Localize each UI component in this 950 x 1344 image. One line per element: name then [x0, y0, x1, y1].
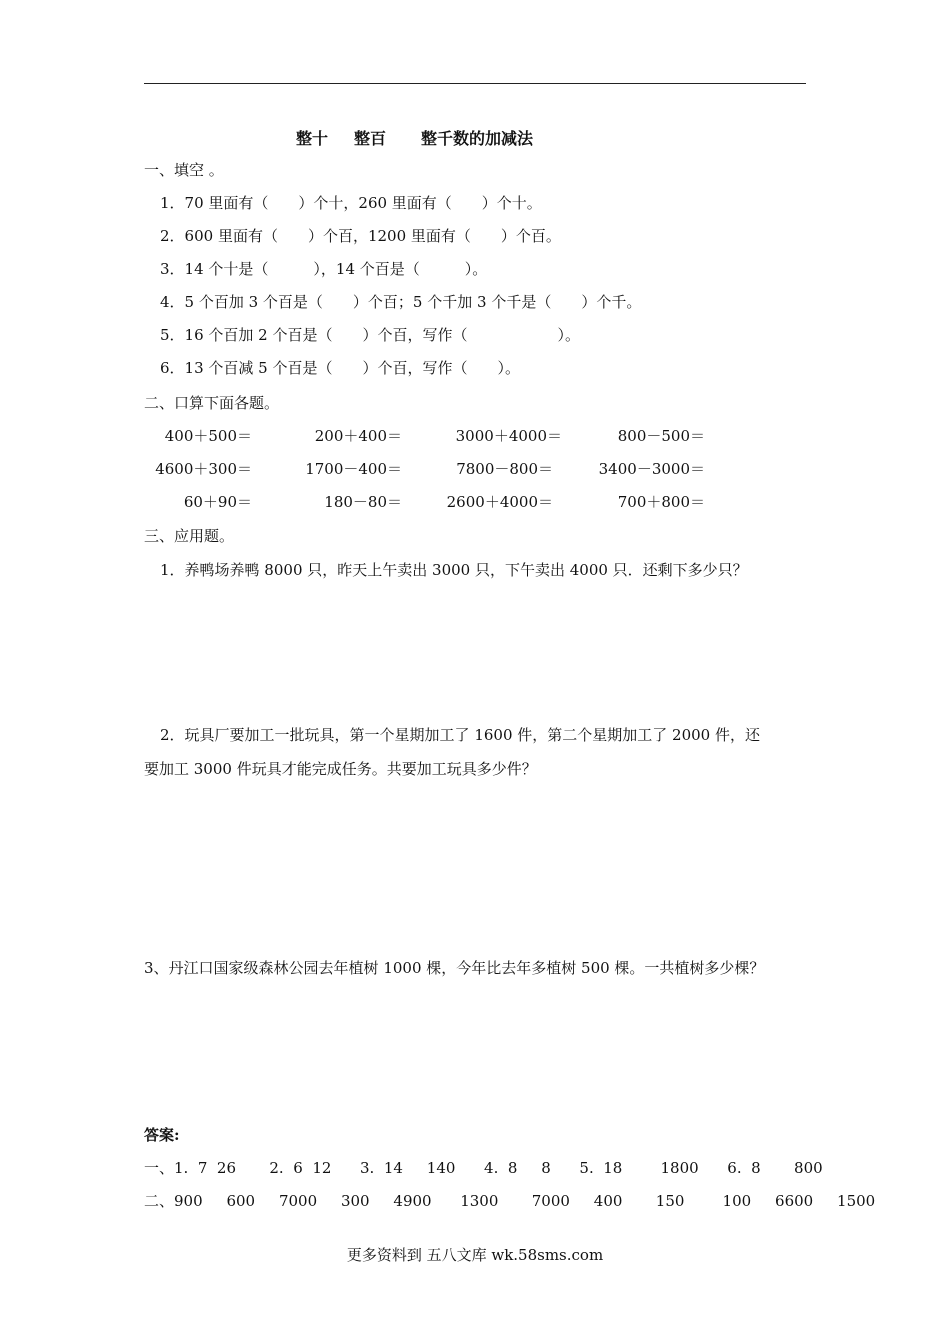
- section3-heading: 三、应用题。: [144, 527, 235, 545]
- calc-item: 60＋90＝: [183, 493, 252, 511]
- fill-item-4: 4．5 个百加 3 个百是（ ）个百；5 个千加 3 个千是（ ）个千。: [160, 293, 642, 311]
- calc-item: 3400－3000＝: [598, 460, 705, 478]
- answers-line-2: 二、900 600 7000 300 4900 1300 7000 400 150 100 6600 1500: [144, 1192, 876, 1210]
- calc-item: 7800－800＝: [456, 460, 553, 478]
- word-problem-2-line-2: 要加工 3000 件玩具才能完成任务。共要加工玩具多少件？: [144, 760, 537, 778]
- title-part-1: 整十: [296, 129, 329, 148]
- calc-item: 180－80＝: [324, 493, 402, 511]
- calc-item: 4600＋300＝: [155, 460, 252, 478]
- word-problem-1: 1．养鸭场养鸭 8000 只，昨天上午卖出 3000 只，下午卖出 4000 只．还剩下多少只？: [160, 561, 748, 579]
- header-rule: [144, 83, 806, 84]
- calc-item: 200＋400＝: [314, 427, 402, 445]
- word-problem-3: 3、丹江口国家级森林公园去年植树 1000 棵，今年比去年多植树 500 棵。一共植树多少棵？: [144, 959, 765, 977]
- fill-item-3: 3．14 个十是（ ），14 个百是（ ）。: [160, 260, 488, 278]
- calc-item: 400＋500＝: [164, 427, 252, 445]
- fill-item-2: 2．600 里面有（ ）个百，1200 里面有（ ）个百。: [160, 227, 561, 245]
- fill-item-6: 6．13 个百减 5 个百是（ ）个百，写作（ ）。: [160, 359, 520, 377]
- section1-heading: 一、填空 。: [144, 161, 224, 179]
- title-part-2: 整百: [354, 129, 387, 148]
- fill-item-1: 1．70 里面有（ ）个十，260 里面有（ ）个十。: [160, 194, 542, 212]
- word-problem-2-line-1: 2．玩具厂要加工一批玩具，第一个星期加工了 1600 件，第二个星期加工了 2000 件，还: [160, 726, 760, 744]
- calc-item: 1700－400＝: [305, 460, 402, 478]
- section2-heading: 二、口算下面各题。: [144, 394, 280, 412]
- title-part-3: 整千数的加减法: [421, 129, 534, 148]
- fill-item-5: 5．16 个百加 2 个百是（ ）个百，写作（ ）。: [160, 326, 580, 344]
- calc-item: 2600＋4000＝: [446, 493, 553, 511]
- answers-line-1: 一、1. 7 26 2. 6 12 3. 14 140 4. 8 8 5. 18 1800 6. 8 800: [144, 1159, 823, 1177]
- calc-item: 800－500＝: [617, 427, 705, 445]
- calc-item: 3000＋4000＝: [455, 427, 562, 445]
- calc-item: 700＋800＝: [617, 493, 705, 511]
- footer-text: 更多资料到 五八文库 wk.58sms.com: [346, 1246, 604, 1264]
- answers-heading: 答案:: [144, 1126, 180, 1144]
